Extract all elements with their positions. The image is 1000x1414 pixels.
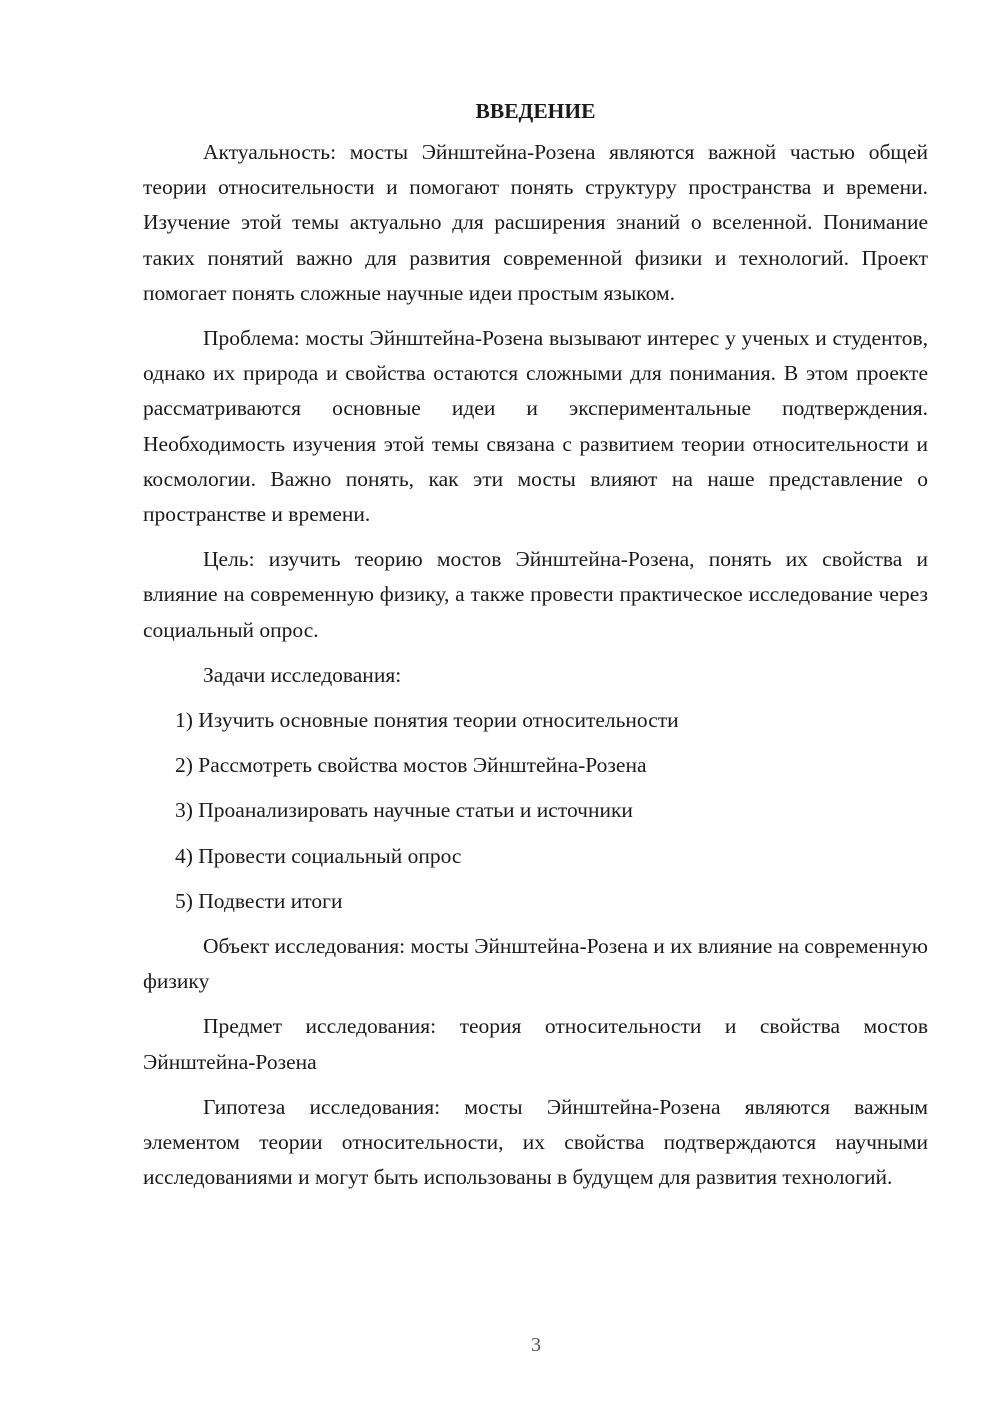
object-paragraph: Объект исследования: мосты Эйнштейна-Розена и их влияние на современную физику [143,934,928,994]
problem-paragraph: Проблема: мосты Эйнштейна-Розена вызывают интерес у ученых и студентов, однако их природа и свойства остаются сложными для понимания. В этом проекте рассматриваются основные идеи и экспериментальные подтверждения. Необходимость изучения этой темы связана с развитием теории относительности и космологии. Важно понять, как эти мосты влияют на наше представление о пространстве и времени. [143,326,928,527]
goal-paragraph: Цель: изучить теорию мостов Эйнштейна-Розена, понять их свойства и влияние на современную физику, а также провести практическое исследование через социальный опрос. [143,547,928,642]
relevance-paragraph: Актуальность: мосты Эйнштейна-Розена являются важной частью общей теории относительности и помогают понять структуру пространства и времени. Изучение этой темы актуально для расширения знаний о вселенной. Понимание таких понятий важно для развития современной физики и технологий. Проект помогает понять сложные научные идеи простым языком. [143,140,928,305]
task-item-1: 1) Изучить основные понятия теории относительности [175,708,679,733]
hypothesis-paragraph: Гипотеза исследования: мосты Эйнштейна-Розена являются важным элементом теории относительности, их свойства подтверждаются научными исследованиями и могут быть использованы в будущем для развития технологий. [143,1094,928,1190]
task-item-3: 3) Проанализировать научные статьи и источники [175,798,633,823]
section-title: ВВЕДЕНИЕ [475,99,596,123]
tasks-heading: Задачи исследования: [203,662,402,687]
subject-paragraph: Предмет исследования: теория относительности и свойства мостов Эйнштейна-Розена [143,1014,928,1074]
task-item-4: 4) Провести социальный опрос [175,843,462,868]
page-content [143,95,928,1205]
task-item-2: 2) Рассмотреть свойства мостов Эйнштейна-Розена [175,753,647,778]
task-item-5: 5) Подвести итоги [175,888,343,913]
page-number: 3 [531,1334,541,1356]
